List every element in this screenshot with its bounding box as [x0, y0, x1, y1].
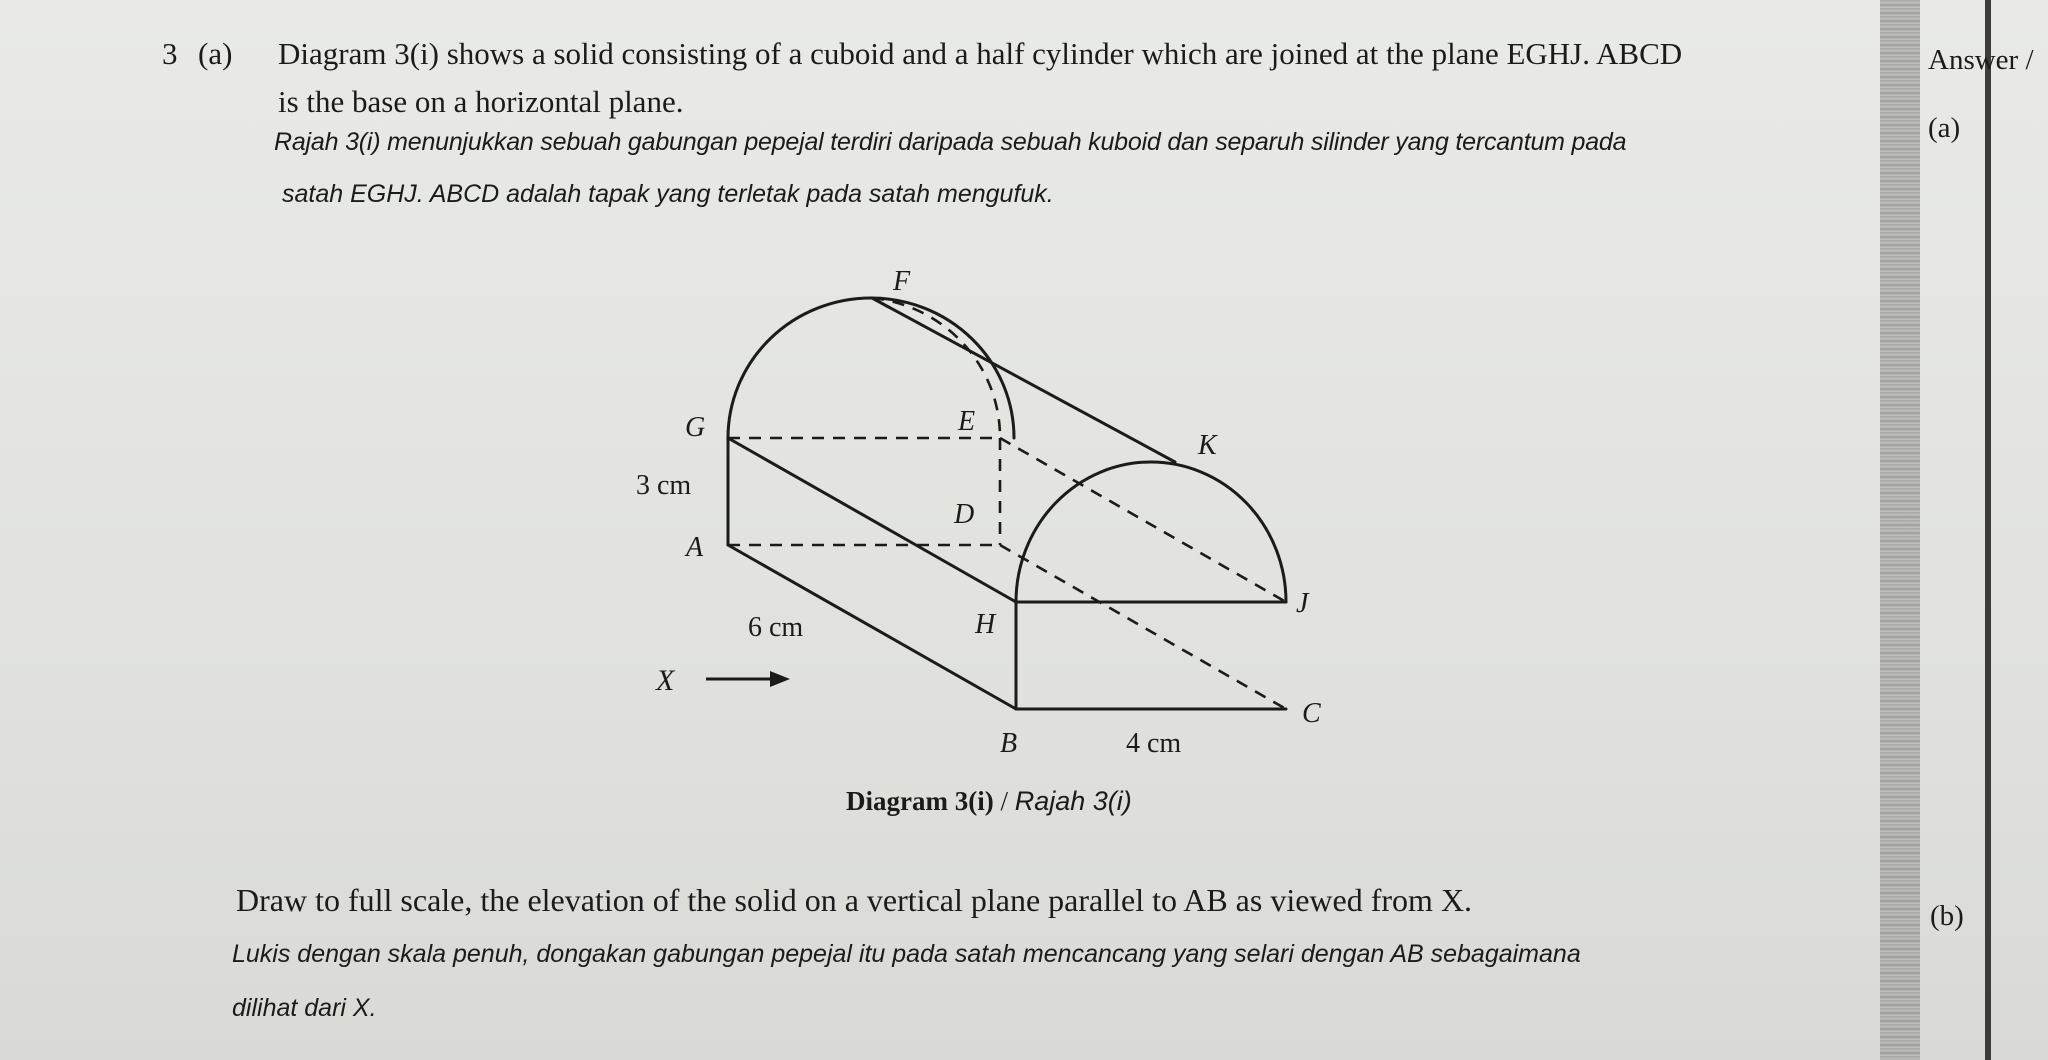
diagram-caption [846, 786, 1132, 817]
label-E: E [958, 406, 976, 437]
instruction-en: Draw to full scale, the elevation of the solid on a vertical plane parallel to AB as viewed from X. [236, 882, 1473, 918]
hidden-arc-F-E [872, 298, 1000, 438]
question-text-ms-1: Rajah 3(i) menunjukkan sebuah gabungan pepejal terdiri daripada sebuah kuboid dan separuh silinder yang tercantum pada [274, 128, 1627, 156]
label-G: G [685, 412, 706, 443]
question-text-en-1: Diagram 3(i) shows a solid consisting of a cuboid and a half cylinder which are joined at the plane EGHJ. ABCD [278, 36, 1683, 71]
label-D: D [954, 499, 975, 530]
question-number: 3 [162, 36, 178, 71]
label-X: X [656, 664, 675, 697]
caption-en: Diagram 3(i) [846, 786, 994, 816]
label-H: H [975, 609, 996, 640]
label-C: C [1302, 698, 1321, 729]
instruction-ms-2: dilihat dari X. [232, 994, 377, 1022]
margin-tag-b: (b) [1930, 900, 1964, 932]
answer-header: Answer / [1928, 44, 2034, 76]
margin-rule [1985, 0, 1991, 1060]
label-F: F [893, 266, 911, 297]
question-part: (a) [198, 36, 233, 71]
back-arc-edge [1016, 462, 1286, 602]
hidden-edge-D-C [1000, 545, 1286, 709]
question-text-ms-2: satah EGHJ. ABCD adalah tapak yang terletak pada satah mengufuk. [282, 180, 1054, 208]
label-B: B [1000, 728, 1018, 759]
label-K: K [1198, 430, 1217, 461]
label-A: A [686, 532, 704, 563]
margin-tag-a: (a) [1928, 112, 1961, 144]
caption-ms: Rajah 3(i) [1014, 786, 1132, 816]
label-width: 4 cm [1126, 728, 1182, 759]
label-J: J [1296, 588, 1309, 619]
caption-separator: / [993, 786, 1015, 816]
margin-binding-strip [1880, 0, 1920, 1060]
view-arrow-head [770, 671, 790, 687]
label-height: 3 cm [636, 470, 692, 501]
instruction-ms-1: Lukis dengan skala penuh, dongakan gabungan pepejal itu pada satah mencancang yang selari dengan AB sebagaimana [232, 940, 1581, 968]
label-length: 6 cm [748, 612, 804, 643]
question-text-en-2: is the base on a horizontal plane. [278, 84, 684, 119]
